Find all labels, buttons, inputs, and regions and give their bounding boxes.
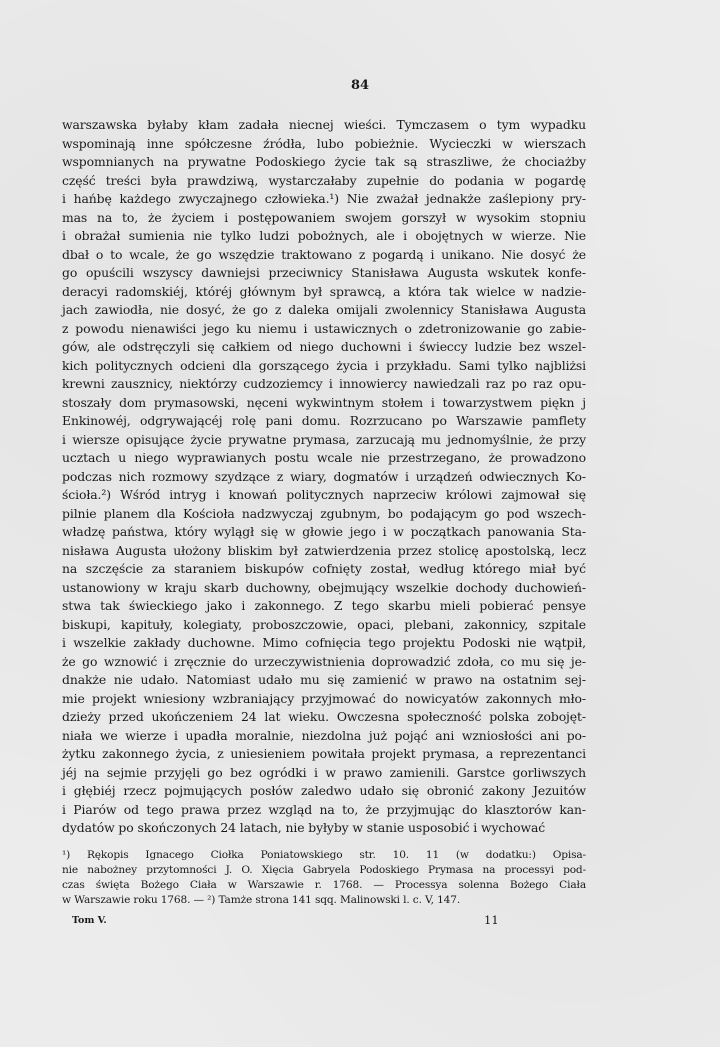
text-line: mas na to, że życiem i postępowaniem swojem gorszył w wysokim stopniu xyxy=(62,209,586,225)
text-line: z powodu nienawiści jego ku niemu i ustawicznych o zdetronizowanie go zabie- xyxy=(62,320,586,336)
text-line: warszawska byłaby kłam zadała niecnej wieści. Tymczasem o tym wypadku xyxy=(62,117,586,132)
text-line: na szczęście za staraniem biskupów cofnięty został, według którego miał być xyxy=(62,561,586,576)
text-line: wspomnianych na prywatne Podoskiego życie tak są straszliwe, że chociażby xyxy=(62,154,586,169)
volume-signature: Tom V. xyxy=(72,915,107,926)
text-line: dydatów po skończonych 24 latach, nie byłyby w stanie usposobić i wychować xyxy=(62,820,546,835)
text-line: jach zawiodła, nie dosyć, że go z daleka omijali zwolennicy Stanisława Augusta xyxy=(62,302,586,317)
text-line: dbał o to wcale, że go wszędzie traktowano z pogardą i unikano. Nie dosyć że xyxy=(62,246,586,262)
text-line: dnakże nie udało. Natomiast udało mu się zamienić w prawo na ostatnim sej- xyxy=(62,672,586,687)
text-line: podczas nich rozmowy szydzące z wiary, dogmatów i urządzeń odwiecznych Ko- xyxy=(62,468,586,484)
text-line: stoszały dom prymasowski, nęceni wykwintnym stołem i towarzystwem piękn j xyxy=(62,394,586,410)
text-line: i wiersze opisujące życie prywatne prymasa, zarzucają mu jednomyślnie, że przy xyxy=(62,431,586,447)
page-number: 84 xyxy=(350,78,370,93)
text-line: i obrażał sumienia nie tylko ludzi pobożnych, ale i obojętnych w wierze. Nie xyxy=(62,228,586,243)
text-line: biskupi, kapituły, kolegiaty, proboszczowie, opaci, plebani, zakonnicy, szpitale xyxy=(62,616,586,632)
text-line: i hańbę każdego zwyczajnego człowieka.¹) Nie zważał jednakże zaślepiony pry- xyxy=(62,191,586,206)
text-line: ścioła.²) Wśród intryg i knowań politycznych naprzeciw królowi zajmował się xyxy=(62,487,586,502)
text-line: żytku zakonnego życia, z uniesieniem powitała projekt prymasa, a reprezentanci xyxy=(62,746,586,761)
text-line: i głębiéj rzecz pojmujących posłów zaledwo udało się obronić zakony Jezuitów xyxy=(62,783,586,798)
text-line: stwa tak świeckiego jako i zakonnego. Z tego skarbu mieli pobierać pensye xyxy=(62,598,586,613)
text-line: i Piarów od tego prawa przez wzgląd na to, że przyjmując do klasztorów kan- xyxy=(62,801,586,817)
footnote-line: nie nabożney przytomności J. O. Xięcia Gabryela Podoskiego Prymasa na processyi pod- xyxy=(62,864,586,876)
text-line: Enkinowéj, odgrywającéj rolę pani domu. Rozrzucano po Warszawie pamflety xyxy=(62,413,586,428)
text-line: część treści była prawdziwą, wystarczałaby zupełnie do podania w pogardę xyxy=(62,172,586,188)
text-line: i wszelkie zakłady duchowne. Mimo cofnięcia tego projektu Podoski nie wątpił, xyxy=(62,635,586,650)
footnote-line: ¹) Rękopis Ignacego Ciołka Poniatowskiego str. 10. 11 (w dodatku:) Opisa- xyxy=(62,849,586,861)
text-line: pilnie planem dla Kościoła nadzwyczaj zgubnym, bo podającym go pod wszech- xyxy=(62,505,586,521)
text-line: krewni zausznicy, niektórzy cudzoziemcy i innowiercy nawiedzali raz po raz opu- xyxy=(62,376,586,391)
signature-mark: 11 xyxy=(484,913,499,927)
text-line: ustanowiony w kraju skarb duchowny, obejmujący wszelkie dochody duchowień- xyxy=(62,579,586,595)
text-line: nisława Augusta ułożony bliskim był zatwierdzenia przez stolicę apostolską, lecz xyxy=(62,542,586,558)
footnotes xyxy=(62,848,586,908)
text-line: gów, ale odstręczyli się całkiem od niego duchowni i świeccy ludzie bez wszel- xyxy=(62,339,586,354)
text-line: wspominają inne spółczesne źródła, lubo pobieżnie. Wycieczki w wierszach xyxy=(62,135,586,151)
text-line: że go wznowić i zręcznie do urzeczywistnienia doprowadzić zdoła, co mu się je- xyxy=(62,653,586,669)
text-line: go opuścili wszyscy dawniejsi przeciwnicy Stanisława Augusta wskutek konfe- xyxy=(62,265,586,280)
text-line: kich politycznych odcieni dla gorszącego życia i przykładu. Sami tylko najbliżsi xyxy=(62,357,586,373)
text-line: niała we wierze i upadła moralnie, niezdolna już pojąć ani wzniosłości ani po- xyxy=(62,727,586,743)
body-text xyxy=(62,116,586,838)
footnote-line: w Warszawie roku 1768. — ²) Tamże strona 141 sqq. Malinowski l. c. V, 147. xyxy=(62,894,461,906)
text-line: ucztach u niego wyprawianych postu wcale nie przestrzegano, że prowadzono xyxy=(62,450,586,465)
text-line: jéj na sejmie przyjęli go bez ogródki i w prawo zamienili. Garstce gorliwszych xyxy=(62,764,586,780)
text-line: władzę państwa, który wylągł się w głowie jego i w początkach panowania Sta- xyxy=(62,524,586,539)
text-line: dzieży przed ukończeniem 24 lat wieku. Owczesna społeczność polska zobojęt- xyxy=(62,709,586,724)
footnote-line: czas święta Bożego Ciała w Warszawie r. 1768. — Processya solenna Bożego Ciała xyxy=(62,879,586,891)
text-line: deracyi radomskiéj, któréj głównym był sprawcą, a która tak wielce w nadzie- xyxy=(62,283,586,299)
text-line: mie projekt wniesiony wzbraniający przyjmować do nowicyatów zakonnych mło- xyxy=(62,690,586,706)
